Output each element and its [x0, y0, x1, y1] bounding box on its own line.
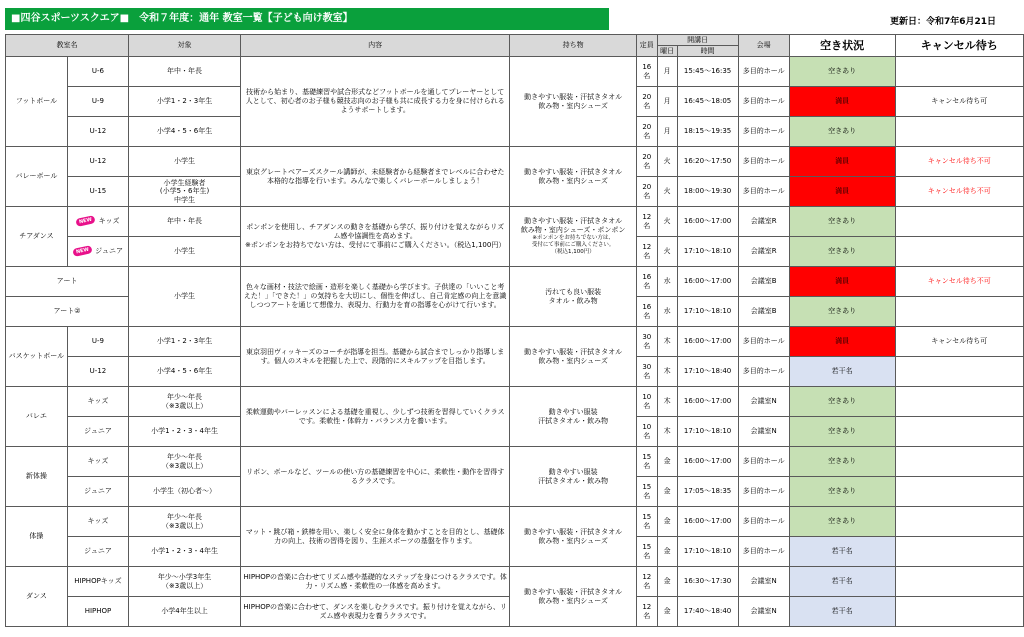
status-cell: 空きあり: [789, 417, 895, 447]
venue-cell: 多目的ホール: [738, 57, 789, 87]
cancel-cell: キャンセル待ち不可: [895, 177, 1023, 207]
class-sub-label: キッズ: [98, 217, 120, 226]
venue-cell: 多目的ホール: [738, 357, 789, 387]
cancel-cell: [895, 387, 1023, 417]
target-cell: 年少～小学3年生 （※3歳以上）: [129, 567, 241, 597]
col-header-items: 持ち物: [510, 35, 637, 57]
venue-cell: 多目的ホール: [738, 117, 789, 147]
status-cell: 空きあり: [789, 447, 895, 477]
target-cell: 小学生（初心者～）: [129, 477, 241, 507]
time-cell: 17:10～18:10: [677, 297, 738, 327]
time-cell: 16:45～18:05: [677, 87, 738, 117]
day-cell: 月: [657, 117, 677, 147]
day-cell: 水: [657, 267, 677, 297]
target-cell: 小学1・2・3・4年生: [129, 537, 241, 567]
capacity-cell: 15名: [636, 447, 657, 477]
capacity-cell: 20名: [636, 177, 657, 207]
items-cell: [510, 207, 637, 267]
day-cell: 火: [657, 207, 677, 237]
day-cell: 金: [657, 567, 677, 597]
class-schedule-table: [5, 34, 1024, 627]
status-cell: 空きあり: [789, 207, 895, 237]
venue-cell: 多目的ホール: [738, 537, 789, 567]
target-cell: 年少～年長 （※3歳以上）: [129, 387, 241, 417]
table-row: [6, 447, 1024, 477]
col-header-content: 内容: [240, 35, 509, 57]
time-cell: 17:10～18:10: [677, 537, 738, 567]
status-cell: 満員: [789, 87, 895, 117]
col-header-capacity: 定員: [636, 35, 657, 57]
cancel-cell: [895, 357, 1023, 387]
target-cell: 小学4・5・6年生: [129, 117, 241, 147]
class-name: アート: [6, 267, 129, 297]
cancel-cell: キャンセル待ち不可: [895, 267, 1023, 297]
status-cell: 空きあり: [789, 237, 895, 267]
class-sub: U-15: [67, 177, 128, 207]
status-cell: 空きあり: [789, 57, 895, 87]
time-cell: 16:20～17:50: [677, 147, 738, 177]
time-cell: 16:00～17:00: [677, 507, 738, 537]
venue-cell: 多目的ホール: [738, 177, 789, 207]
time-cell: 15:45～16:35: [677, 57, 738, 87]
venue-cell: 多目的ホール: [738, 507, 789, 537]
capacity-cell: 15名: [636, 507, 657, 537]
day-cell: 火: [657, 147, 677, 177]
class-sub: [67, 207, 128, 237]
cancel-cell: [895, 447, 1023, 477]
status-cell: 満員: [789, 177, 895, 207]
class-name: アート②: [6, 297, 129, 327]
target-cell: 小学生: [129, 237, 241, 267]
time-cell: 18:15～19:35: [677, 117, 738, 147]
venue-cell: 会議室B: [738, 267, 789, 297]
target-cell: 年少～年長 （※3歳以上）: [129, 447, 241, 477]
status-cell: 若干名: [789, 357, 895, 387]
day-cell: 金: [657, 477, 677, 507]
capacity-cell: 12名: [636, 567, 657, 597]
items-text: 動きやすい服装・汗拭きタオル 飲み物・室内シューズ・ポンポン: [520, 217, 626, 234]
capacity-cell: 30名: [636, 357, 657, 387]
class-name: 体操: [6, 507, 68, 567]
col-header-venue: 会場: [738, 35, 789, 57]
items-cell: 動きやすい服装・汗拭きタオル 飲み物・室内シューズ: [510, 57, 637, 147]
class-sub: U-9: [67, 327, 128, 357]
content-cell: マット・跳び箱・鉄棒を用い、楽しく安全に身体を動かすことを目的とし、基礎体力の向上、技術の習得を図り、生涯スポーツの基盤を作ります。: [240, 507, 509, 567]
content-cell: HIPHOPの音楽に合わせてリズム感や基礎的なステップを身につけるクラスです。体力・リズム感・柔軟性の一体感を高めます。: [240, 567, 509, 597]
day-cell: 火: [657, 237, 677, 267]
capacity-cell: 16名: [636, 297, 657, 327]
content-cell: 技術から始まり、基礎練習や試合形式などフットボールを通してプレーヤーとして人として、初心者のお子様も競技志向のお子様も共に成長する力を身に付けられるようサポートします。: [240, 57, 509, 147]
capacity-cell: 12名: [636, 597, 657, 627]
capacity-cell: 15名: [636, 537, 657, 567]
col-header-status: 空き状況: [789, 35, 895, 57]
cancel-cell: [895, 297, 1023, 327]
col-header-schedule: 開講日: [657, 35, 738, 46]
capacity-cell: 16名: [636, 57, 657, 87]
class-name: バスケットボール: [6, 327, 68, 387]
status-cell: 若干名: [789, 537, 895, 567]
col-header-day: 曜日: [657, 46, 677, 57]
content-cell: ポンポンを使用し、チアダンスの動きを基礎から学び、振り付けを覚えながらリズム感や協調性を高めます。 ※ポンポンをお持ちでない方は、受付にて事前にご購入ください。（税込1,100円）: [240, 207, 509, 267]
capacity-cell: 20名: [636, 87, 657, 117]
day-cell: 月: [657, 87, 677, 117]
col-header-time: 時間: [677, 46, 738, 57]
time-cell: 16:00～17:00: [677, 327, 738, 357]
status-cell: 空きあり: [789, 117, 895, 147]
class-name: 新体操: [6, 447, 68, 507]
cancel-cell: [895, 207, 1023, 237]
target-cell: 小学生: [129, 147, 241, 177]
target-cell: 小学1・2・3年生: [129, 87, 241, 117]
capacity-cell: 16名: [636, 267, 657, 297]
content-cell: HIPHOPの音楽に合わせて、ダンスを楽しむクラスです。振り付けを覚えながら、リズム感や表現力を養うクラスです。: [240, 597, 509, 627]
capacity-cell: 15名: [636, 477, 657, 507]
items-cell: 動きやすい服装・汗拭きタオル 飲み物・室内シューズ: [510, 567, 637, 627]
class-sub: キッズ: [67, 387, 128, 417]
class-sub: HIPHOPキッズ: [67, 567, 128, 597]
table-row: [6, 327, 1024, 357]
cancel-cell: [895, 57, 1023, 87]
cancel-cell: キャンセル待ち可: [895, 327, 1023, 357]
class-name: チアダンス: [6, 207, 68, 267]
day-cell: 木: [657, 327, 677, 357]
status-cell: 満員: [789, 327, 895, 357]
new-badge: NEW: [72, 245, 92, 257]
items-cell: 動きやすい服装 汗拭きタオル・飲み物: [510, 447, 637, 507]
content-cell: 東京羽田ヴィッキーズのコーチが指導を担当。基礎から試合までしっかり指導します。個人のスキルを把握した上で、段階的にスキルアップを目指します。: [240, 327, 509, 387]
capacity-cell: 20名: [636, 117, 657, 147]
venue-cell: 多目的ホール: [738, 447, 789, 477]
status-cell: 空きあり: [789, 507, 895, 537]
class-sub: U-6: [67, 57, 128, 87]
class-name: ダンス: [6, 567, 68, 627]
class-sub: キッズ: [67, 447, 128, 477]
venue-cell: 会議室N: [738, 567, 789, 597]
class-sub: キッズ: [67, 507, 128, 537]
target-cell: 年中・年長: [129, 207, 241, 237]
items-note: ※ポンポンをお持ちでない方は、 受付にて事前にご購入ください。 （税込1,100円）: [531, 234, 615, 255]
time-cell: 17:05～18:35: [677, 477, 738, 507]
time-cell: 16:00～17:00: [677, 207, 738, 237]
table-row: [6, 207, 1024, 237]
target-cell: 年少～年長 （※3歳以上）: [129, 507, 241, 537]
venue-cell: 会議室R: [738, 207, 789, 237]
day-cell: 金: [657, 597, 677, 627]
time-cell: 16:00～17:00: [677, 267, 738, 297]
venue-cell: 会議室B: [738, 297, 789, 327]
time-cell: 17:10～18:10: [677, 417, 738, 447]
time-cell: 16:30～17:30: [677, 567, 738, 597]
table-row: [6, 567, 1024, 597]
venue-cell: 会議室R: [738, 237, 789, 267]
capacity-cell: 10名: [636, 417, 657, 447]
day-cell: 木: [657, 417, 677, 447]
time-cell: 18:00～19:30: [677, 177, 738, 207]
class-name: バレエ: [6, 387, 68, 447]
venue-cell: 多目的ホール: [738, 477, 789, 507]
class-name: バレーボール: [6, 147, 68, 207]
cancel-cell: [895, 237, 1023, 267]
table-row: [6, 267, 1024, 297]
class-sub-label: ジュニア: [95, 247, 123, 256]
venue-cell: 会議室N: [738, 387, 789, 417]
items-cell: 汚れても良い服装 タオル・飲み物: [510, 267, 637, 327]
table-row: [6, 387, 1024, 417]
items-cell: 動きやすい服装・汗拭きタオル 飲み物・室内シューズ: [510, 147, 637, 207]
time-cell: 16:00～17:00: [677, 447, 738, 477]
time-cell: 17:10～18:10: [677, 237, 738, 267]
day-cell: 金: [657, 507, 677, 537]
status-cell: 若干名: [789, 597, 895, 627]
target-cell: 年中・年長: [129, 57, 241, 87]
day-cell: 木: [657, 387, 677, 417]
content-cell: 柔軟運動やバーレッスンによる基礎を重視し、少しずつ技術を習得していくクラスです。柔軟性・体幹力・バランス力を養います。: [240, 387, 509, 447]
items-cell: 動きやすい服装・汗拭きタオル 飲み物・室内シューズ: [510, 327, 637, 387]
status-cell: 空きあり: [789, 477, 895, 507]
class-sub: U-12: [67, 147, 128, 177]
time-cell: 17:40～18:40: [677, 597, 738, 627]
items-cell: 動きやすい服装・汗拭きタオル 飲み物・室内シューズ: [510, 507, 637, 567]
cancel-cell: キャンセル待ち不可: [895, 147, 1023, 177]
capacity-cell: 10名: [636, 387, 657, 417]
new-badge: NEW: [76, 215, 96, 227]
class-sub: [67, 237, 128, 267]
cancel-cell: [895, 477, 1023, 507]
table-row: [6, 507, 1024, 537]
table-row: [6, 147, 1024, 177]
status-cell: 若干名: [789, 567, 895, 597]
cancel-cell: [895, 507, 1023, 537]
day-cell: 月: [657, 57, 677, 87]
day-cell: 金: [657, 537, 677, 567]
time-cell: 16:00～17:00: [677, 387, 738, 417]
table-row: [6, 57, 1024, 87]
status-cell: 空きあり: [789, 297, 895, 327]
target-cell: 小学4年生以上: [129, 597, 241, 627]
target-cell: 小学4・5・6年生: [129, 357, 241, 387]
capacity-cell: 20名: [636, 147, 657, 177]
venue-cell: 会議室N: [738, 597, 789, 627]
venue-cell: 多目的ホール: [738, 147, 789, 177]
col-header-cancel: キャンセル待ち: [895, 35, 1023, 57]
target-cell: 小学1・2・3・4年生: [129, 417, 241, 447]
class-sub: ジュニア: [67, 537, 128, 567]
col-header-target: 対象: [129, 35, 241, 57]
updated-date: 更新日：令和7年6月21日: [889, 17, 996, 27]
cancel-cell: [895, 537, 1023, 567]
content-cell: 色々な画材・技法で絵画・造形を楽しく基礎から学びます。子供達の「いいこと考えた！」「できた！」の気持ちを大切にし、個性を伸ばし、自己肯定感の向上を意識しつつアートを通じて想像力、表現力、行動力を育の指導を心がけて行います。: [240, 267, 509, 327]
capacity-cell: 12名: [636, 207, 657, 237]
time-cell: 17:10～18:40: [677, 357, 738, 387]
class-name: フットボール: [6, 57, 68, 147]
status-cell: 空きあり: [789, 387, 895, 417]
target-cell: 小学1・2・3年生: [129, 327, 241, 357]
class-sub: U-12: [67, 117, 128, 147]
content-cell: リボン、ボールなど、ツールの使い方の基礎練習を中心に、柔軟性・動作を習得するクラスです。: [240, 447, 509, 507]
status-cell: 満員: [789, 267, 895, 297]
venue-cell: 多目的ホール: [738, 327, 789, 357]
class-sub: HIPHOP: [67, 597, 128, 627]
day-cell: 金: [657, 447, 677, 477]
cancel-cell: [895, 567, 1023, 597]
items-cell: 動きやすい服装 汗拭きタオル・飲み物: [510, 387, 637, 447]
status-cell: 満員: [789, 147, 895, 177]
col-header-class: 教室名: [6, 35, 129, 57]
cancel-cell: キャンセル待ち可: [895, 87, 1023, 117]
day-cell: 水: [657, 297, 677, 327]
day-cell: 火: [657, 177, 677, 207]
class-sub: U-9: [67, 87, 128, 117]
target-cell: 小学生: [129, 267, 241, 327]
capacity-cell: 12名: [636, 237, 657, 267]
class-sub: ジュニア: [67, 477, 128, 507]
cancel-cell: [895, 417, 1023, 447]
class-sub: ジュニア: [67, 417, 128, 447]
venue-cell: 多目的ホール: [738, 87, 789, 117]
cancel-cell: [895, 597, 1023, 627]
content-cell: 東京グレートベアーズスクール講師が、未経験者から経験者までレベルに合わせた本格的な指導を行います。みんなで楽しくバレーボールしましょう！: [240, 147, 509, 207]
class-sub: U-12: [67, 357, 128, 387]
day-cell: 木: [657, 357, 677, 387]
page-title: ■四谷スポーツスクエア■ 令和７年度：通年 教室一覧【子ども向け教室】: [5, 8, 609, 30]
target-cell: 小学生経験者 (小学5・6年生) 中学生: [129, 177, 241, 207]
capacity-cell: 30名: [636, 327, 657, 357]
venue-cell: 会議室N: [738, 417, 789, 447]
cancel-cell: [895, 117, 1023, 147]
